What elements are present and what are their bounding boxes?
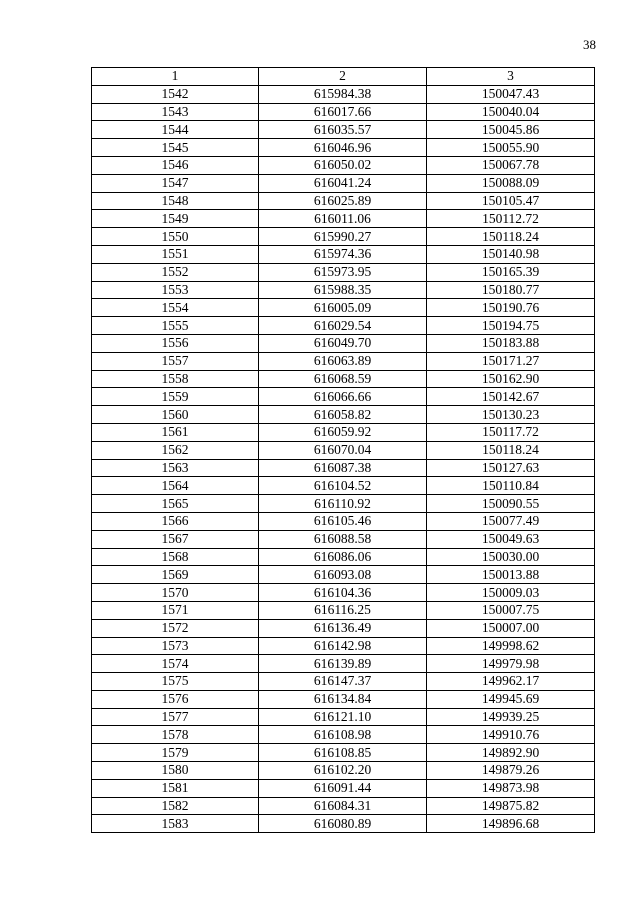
x-coordinate-cell: 616084.31 [259,797,427,815]
x-coordinate-cell: 615974.36 [259,245,427,263]
point-number-cell: 1582 [92,797,259,815]
y-coordinate-cell: 150045.86 [427,121,595,139]
table-row [92,192,595,210]
y-coordinate-cell: 150009.03 [427,584,595,602]
point-number-cell: 1574 [92,655,259,673]
table-row [92,139,595,157]
point-number-cell: 1572 [92,619,259,637]
table-row [92,352,595,370]
point-number-cell: 1577 [92,708,259,726]
table-body [92,85,595,832]
y-coordinate-cell: 149910.76 [427,726,595,744]
point-number-cell: 1560 [92,406,259,424]
point-number-cell: 1559 [92,388,259,406]
point-number-cell: 1566 [92,512,259,530]
point-number-cell: 1575 [92,673,259,691]
column-header-3: 3 [427,68,595,86]
point-number-cell: 1556 [92,334,259,352]
x-coordinate-cell: 616102.20 [259,762,427,780]
y-coordinate-cell: 150055.90 [427,139,595,157]
point-number-cell: 1583 [92,815,259,833]
table-row [92,708,595,726]
table-row [92,726,595,744]
table-row [92,477,595,495]
x-coordinate-cell: 616116.25 [259,601,427,619]
x-coordinate-cell: 616108.85 [259,744,427,762]
table-row [92,406,595,424]
x-coordinate-cell: 616147.37 [259,673,427,691]
point-number-cell: 1554 [92,299,259,317]
point-number-cell: 1542 [92,85,259,103]
y-coordinate-cell: 149873.98 [427,779,595,797]
x-coordinate-cell: 616059.92 [259,423,427,441]
x-coordinate-cell: 615990.27 [259,228,427,246]
y-coordinate-cell: 149875.82 [427,797,595,815]
y-coordinate-cell: 149962.17 [427,673,595,691]
table-row [92,584,595,602]
table-row [92,263,595,281]
table-row [92,281,595,299]
y-coordinate-cell: 150110.84 [427,477,595,495]
y-coordinate-cell: 150013.88 [427,566,595,584]
y-coordinate-cell: 150105.47 [427,192,595,210]
y-coordinate-cell: 149979.98 [427,655,595,673]
table-row [92,512,595,530]
table-row [92,762,595,780]
point-number-cell: 1561 [92,423,259,441]
table-row [92,334,595,352]
column-header-1: 1 [92,68,259,86]
table-row [92,121,595,139]
table-row [92,299,595,317]
table-row [92,637,595,655]
y-coordinate-cell: 150030.00 [427,548,595,566]
point-number-cell: 1558 [92,370,259,388]
y-coordinate-cell: 150117.72 [427,423,595,441]
y-coordinate-cell: 149945.69 [427,690,595,708]
x-coordinate-cell: 616091.44 [259,779,427,797]
x-coordinate-cell: 616049.70 [259,334,427,352]
x-coordinate-cell: 616070.04 [259,441,427,459]
x-coordinate-cell: 616110.92 [259,495,427,513]
table-row [92,566,595,584]
y-coordinate-cell: 150047.43 [427,85,595,103]
point-number-cell: 1579 [92,744,259,762]
point-number-cell: 1550 [92,228,259,246]
table-header-row [92,68,595,86]
table-row [92,673,595,691]
x-coordinate-cell: 616104.36 [259,584,427,602]
point-number-cell: 1547 [92,174,259,192]
table-row [92,388,595,406]
point-number-cell: 1571 [92,601,259,619]
table-row [92,370,595,388]
y-coordinate-cell: 150090.55 [427,495,595,513]
point-number-cell: 1567 [92,530,259,548]
point-number-cell: 1570 [92,584,259,602]
x-coordinate-cell: 616025.89 [259,192,427,210]
y-coordinate-cell: 150007.00 [427,619,595,637]
point-number-cell: 1545 [92,139,259,157]
table-row [92,85,595,103]
x-coordinate-cell: 616050.02 [259,156,427,174]
table-row [92,423,595,441]
point-number-cell: 1552 [92,263,259,281]
table-row [92,779,595,797]
table-row [92,210,595,228]
x-coordinate-cell: 616029.54 [259,317,427,335]
y-coordinate-cell: 150112.72 [427,210,595,228]
page-number: 38 [583,37,596,52]
column-header-2: 2 [259,68,427,86]
point-number-cell: 1568 [92,548,259,566]
point-number-cell: 1576 [92,690,259,708]
point-number-cell: 1564 [92,477,259,495]
point-number-cell: 1544 [92,121,259,139]
x-coordinate-cell: 616005.09 [259,299,427,317]
x-coordinate-cell: 616046.96 [259,139,427,157]
point-number-cell: 1565 [92,495,259,513]
x-coordinate-cell: 616104.52 [259,477,427,495]
table-row [92,317,595,335]
table-row [92,441,595,459]
table-row [92,690,595,708]
y-coordinate-cell: 150190.76 [427,299,595,317]
x-coordinate-cell: 616063.89 [259,352,427,370]
x-coordinate-cell: 616088.58 [259,530,427,548]
point-number-cell: 1573 [92,637,259,655]
y-coordinate-cell: 150183.88 [427,334,595,352]
x-coordinate-cell: 616142.98 [259,637,427,655]
y-coordinate-cell: 150194.75 [427,317,595,335]
x-coordinate-cell: 616086.06 [259,548,427,566]
x-coordinate-cell: 616108.98 [259,726,427,744]
y-coordinate-cell: 150165.39 [427,263,595,281]
table-row [92,601,595,619]
point-number-cell: 1581 [92,779,259,797]
table-row [92,530,595,548]
y-coordinate-cell: 150180.77 [427,281,595,299]
point-number-cell: 1562 [92,441,259,459]
table-row [92,228,595,246]
point-number-cell: 1548 [92,192,259,210]
point-number-cell: 1549 [92,210,259,228]
y-coordinate-cell: 150171.27 [427,352,595,370]
x-coordinate-cell: 616035.57 [259,121,427,139]
point-number-cell: 1553 [92,281,259,299]
x-coordinate-cell: 616041.24 [259,174,427,192]
y-coordinate-cell: 150040.04 [427,103,595,121]
table-row [92,174,595,192]
x-coordinate-cell: 615973.95 [259,263,427,281]
point-number-cell: 1555 [92,317,259,335]
x-coordinate-cell: 616068.59 [259,370,427,388]
table-row [92,103,595,121]
point-number-cell: 1563 [92,459,259,477]
x-coordinate-cell: 615984.38 [259,85,427,103]
x-coordinate-cell: 616139.89 [259,655,427,673]
point-number-cell: 1569 [92,566,259,584]
y-coordinate-cell: 150067.78 [427,156,595,174]
y-coordinate-cell: 150088.09 [427,174,595,192]
y-coordinate-cell: 150127.63 [427,459,595,477]
table-row [92,815,595,833]
point-number-cell: 1580 [92,762,259,780]
table-row [92,619,595,637]
table-row [92,744,595,762]
table-row [92,548,595,566]
y-coordinate-cell: 150049.63 [427,530,595,548]
table-row [92,797,595,815]
point-number-cell: 1551 [92,245,259,263]
y-coordinate-cell: 150130.23 [427,406,595,424]
x-coordinate-cell: 616105.46 [259,512,427,530]
x-coordinate-cell: 616134.84 [259,690,427,708]
x-coordinate-cell: 616136.49 [259,619,427,637]
x-coordinate-cell: 615988.35 [259,281,427,299]
y-coordinate-cell: 149939.25 [427,708,595,726]
y-coordinate-cell: 149879.26 [427,762,595,780]
point-number-cell: 1557 [92,352,259,370]
y-coordinate-cell: 150118.24 [427,228,595,246]
y-coordinate-cell: 149998.62 [427,637,595,655]
table-row [92,459,595,477]
x-coordinate-cell: 616080.89 [259,815,427,833]
point-number-cell: 1546 [92,156,259,174]
y-coordinate-cell: 150162.90 [427,370,595,388]
x-coordinate-cell: 616093.08 [259,566,427,584]
x-coordinate-cell: 616087.38 [259,459,427,477]
coordinates-table [91,67,595,833]
point-number-cell: 1543 [92,103,259,121]
y-coordinate-cell: 149892.90 [427,744,595,762]
x-coordinate-cell: 616058.82 [259,406,427,424]
point-number-cell: 1578 [92,726,259,744]
x-coordinate-cell: 616066.66 [259,388,427,406]
y-coordinate-cell: 150118.24 [427,441,595,459]
y-coordinate-cell: 149896.68 [427,815,595,833]
y-coordinate-cell: 150007.75 [427,601,595,619]
y-coordinate-cell: 150142.67 [427,388,595,406]
x-coordinate-cell: 616121.10 [259,708,427,726]
table-row [92,156,595,174]
table-row [92,495,595,513]
y-coordinate-cell: 150077.49 [427,512,595,530]
table-row [92,655,595,673]
y-coordinate-cell: 150140.98 [427,245,595,263]
table-row [92,245,595,263]
x-coordinate-cell: 616017.66 [259,103,427,121]
x-coordinate-cell: 616011.06 [259,210,427,228]
